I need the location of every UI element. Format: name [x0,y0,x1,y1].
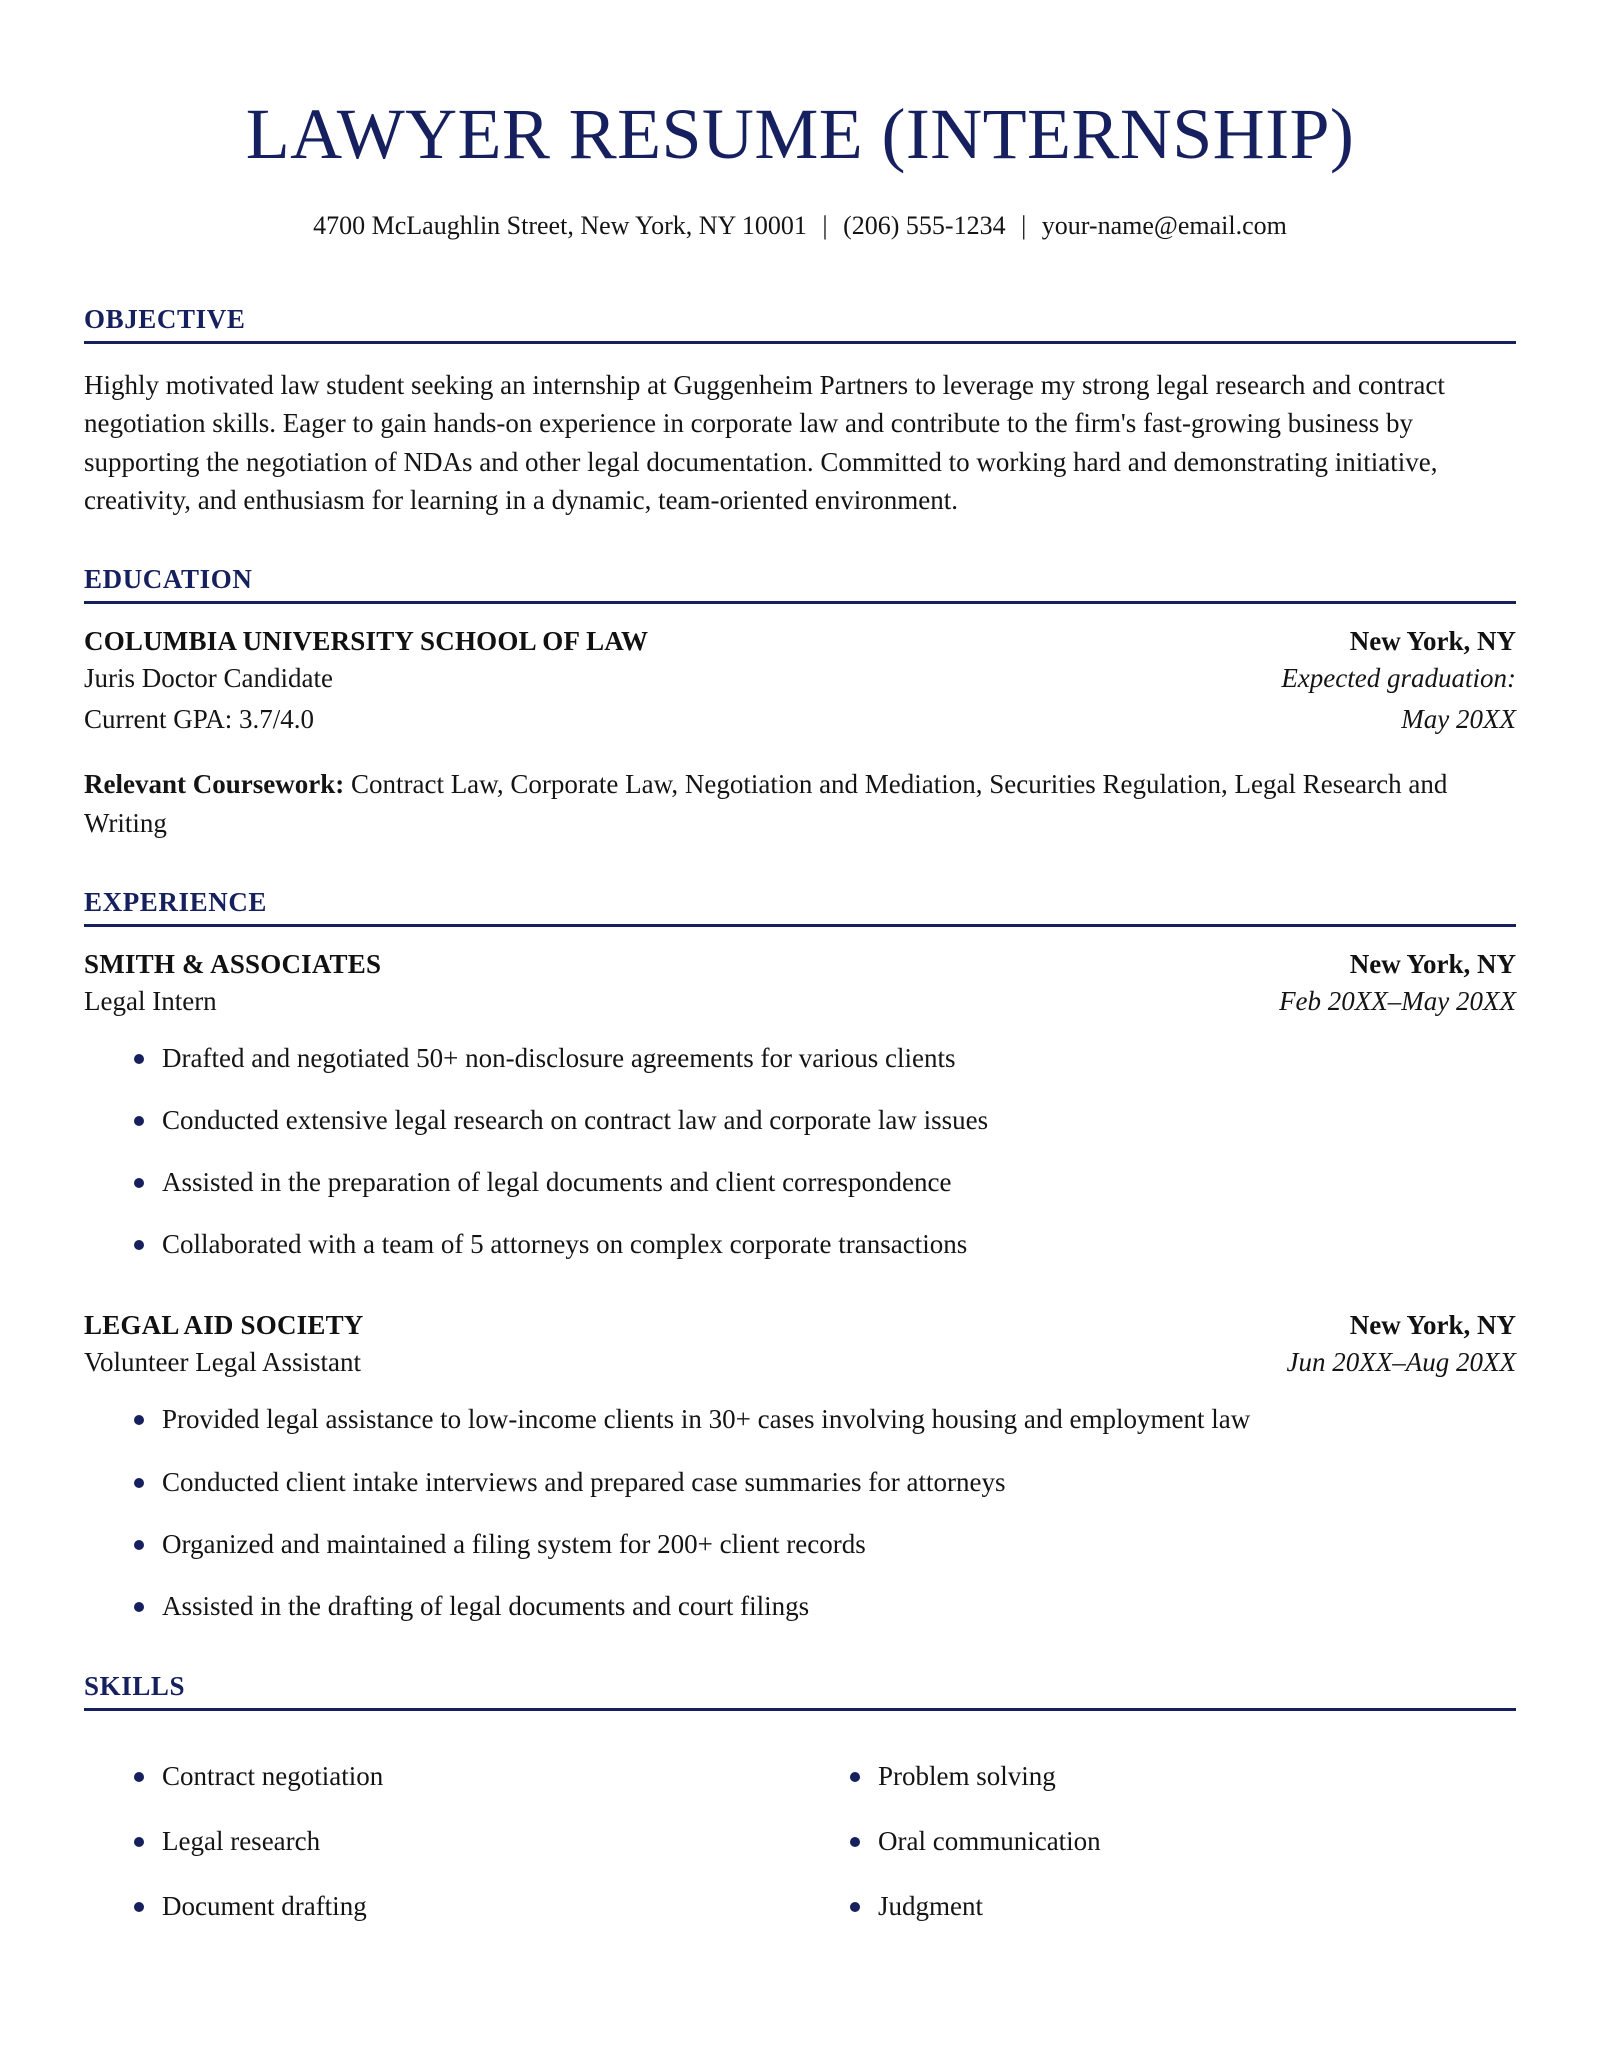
list-item [84,1525,1516,1564]
experience-entry [84,949,1516,1265]
skills-grid [84,1733,1516,1952]
education-school-name: COLUMBIA UNIVERSITY SCHOOL OF LAW [84,626,649,656]
experience-dates: Jun 20XX–Aug 20XX [1286,1347,1516,1378]
skills-list-left [84,1757,800,1926]
bullet-text: Drafted and negotiated 50+ non-disclosure agreements for various clients [162,1042,956,1073]
education-entry-degree-row [84,659,1516,698]
bullet-dot-icon [134,1837,144,1847]
bullet-text: Collaborated with a team of 5 attorneys on complex corporate transactions [162,1229,968,1260]
experience-entry-header [84,949,1516,980]
bullet-text: Conducted client intake interviews and prepared case summaries for attorneys [162,1466,1006,1497]
list-item [84,1225,1516,1264]
section-education [84,565,1516,842]
bullet-dot-icon [134,1116,144,1126]
bullet-dot-icon [134,1902,144,1912]
bullet-text: Organized and maintained a filing system for 200+ client records [162,1528,866,1559]
section-objective [84,305,1516,519]
education-graduation-label: Expected graduation: [1281,663,1516,693]
skill-text: Contract negotiation [162,1760,384,1791]
experience-employer: LEGAL AID SOCIETY [84,1310,364,1341]
section-body-skills [84,1711,1516,1952]
resume-header [84,96,1516,245]
experience-entry [84,1310,1516,1626]
skills-list-right [800,1757,1516,1926]
list-item [84,1101,1516,1140]
education-degree: Juris Doctor Candidate [84,663,333,693]
section-experience [84,888,1516,1626]
contact-phone: (206) 555-1234 [843,211,1006,241]
bullet-dot-icon [134,1054,144,1064]
section-heading-education: EDUCATION [84,564,253,595]
experience-entry-header [84,1310,1516,1341]
list-item [84,1587,1516,1626]
bullet-dot-icon [134,1602,144,1612]
experience-bullet-list [84,1400,1516,1626]
bullet-dot-icon [134,1415,144,1425]
bullet-dot-icon [850,1837,860,1847]
bullet-dot-icon [850,1902,860,1912]
contact-separator-1: | [822,211,828,241]
experience-dates: Feb 20XX–May 20XX [1279,985,1516,1016]
experience-location: New York, NY [1349,948,1516,979]
section-body-education [84,604,1516,842]
experience-bullet-list [84,1039,1516,1265]
section-heading-experience: EXPERIENCE [84,886,268,917]
objective-text: Highly motivated law student seeking an internship at Guggenheim Partners to leverage my strong legal research and contract negotiation skills. Eager to gain hands-on experience in corporate law and contribute to the firm's fast-growing business by supporting the negotiation of NDAs and other legal documentation. Committed to working hard and demonstrating initiative, creativity, and enthusiasm for learning in a dynamic, team-oriented environment. [84,370,1445,515]
list-item [800,1887,1516,1926]
bullet-dot-icon [134,1240,144,1250]
list-item [84,1822,800,1861]
education-location: New York, NY [1349,626,1516,656]
skill-text: Problem solving [878,1760,1056,1791]
section-body-experience [84,927,1516,1626]
experience-location: New York, NY [1349,1310,1516,1341]
education-coursework [84,765,1516,842]
experience-entry-title-row [84,982,1516,1021]
experience-job-title: Legal Intern [84,985,217,1016]
education-entry-header [84,626,1516,657]
list-item [800,1757,1516,1796]
contact-email: your-name@email.com [1041,211,1287,241]
list-item [84,1757,800,1796]
page-title: LAWYER RESUME (INTERNSHIP) [245,94,1355,174]
list-item [84,1400,1516,1439]
education-entry [84,626,1516,842]
skills-column-left [84,1745,800,1952]
skill-text: Legal research [162,1825,321,1856]
skill-text: Oral communication [878,1825,1101,1856]
section-heading-skills: SKILLS [84,1671,186,1702]
education-graduation-date: May 20XX [1401,704,1516,735]
bullet-text: Conducted extensive legal research on contract law and corporate law issues [162,1104,989,1135]
contact-line [84,206,1516,245]
list-item [84,1039,1516,1078]
skill-text: Judgment [878,1891,983,1921]
coursework-label: Relevant Coursework: [84,769,345,800]
experience-employer: SMITH & ASSOCIATES [84,948,382,979]
section-heading-objective: OBJECTIVE [84,304,246,335]
experience-job-title: Volunteer Legal Assistant [84,1347,361,1378]
bullet-dot-icon [134,1540,144,1550]
list-item [84,1463,1516,1502]
experience-entry-title-row [84,1343,1516,1382]
list-item [84,1887,800,1926]
contact-separator-2: | [1021,211,1027,241]
section-body-objective [84,344,1516,519]
list-item [84,1163,1516,1202]
coursework-value: Contract Law, Corporate Law, Negotiation and Mediation, Securities Regulation, Legal Research and Writing [84,769,1448,838]
bullet-dot-icon [134,1478,144,1488]
bullet-dot-icon [134,1772,144,1782]
education-entry-gpa-row [84,700,1516,739]
list-item [800,1822,1516,1861]
section-skills [84,1672,1516,1952]
skill-text: Document drafting [162,1891,367,1921]
education-gpa: Current GPA: 3.7/4.0 [84,704,315,735]
bullet-text: Provided legal assistance to low-income clients in 30+ cases involving housing and employment law [162,1404,1251,1435]
bullet-text: Assisted in the drafting of legal documents and court filings [162,1590,810,1621]
bullet-text: Assisted in the preparation of legal documents and client correspondence [162,1167,952,1198]
contact-address: 4700 McLaughlin Street, New York, NY 10001 [313,211,807,241]
bullet-dot-icon [850,1772,860,1782]
bullet-dot-icon [134,1178,144,1188]
skills-column-right [800,1745,1516,1952]
